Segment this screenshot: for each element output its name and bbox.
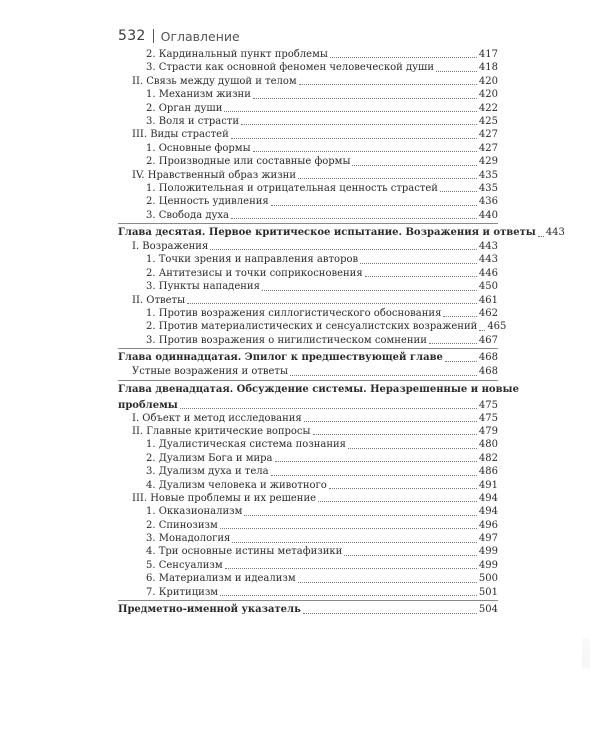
- dot-leader: [271, 475, 477, 476]
- toc-entry-page: 462: [478, 308, 498, 320]
- toc-entry: [118, 465, 498, 478]
- dot-leader: [241, 124, 477, 125]
- toc-entry: [118, 452, 498, 465]
- toc-entry-page: 479: [478, 425, 498, 437]
- dot-leader: [224, 111, 477, 112]
- toc-entry: [118, 505, 498, 518]
- toc-entry-page: 422: [478, 102, 498, 114]
- dot-leader: [253, 151, 477, 152]
- toc-entry-label: 2. Антитезисы и точки соприкосновения: [146, 267, 363, 279]
- dot-leader: [299, 84, 477, 85]
- toc-entry: [118, 61, 498, 74]
- toc-entry-label: 1. Дуалистическая система познания: [146, 439, 346, 451]
- toc-entry: [118, 492, 498, 505]
- toc-entry: [118, 334, 498, 347]
- toc-entry-label: 2. Орган души: [146, 102, 223, 114]
- dot-leader: [313, 434, 477, 435]
- toc-entry-label: 4. Дуализм человека и животного: [146, 479, 327, 491]
- toc-entry-label: IV. Нравственный образ жизни: [132, 169, 296, 181]
- toc-entry: [118, 479, 498, 492]
- toc-entry-label: Устные возражения и ответы: [132, 366, 288, 378]
- toc-entry: [118, 102, 498, 115]
- toc-entry-label: 3. Страсти как основной феномен человеческой души: [146, 62, 435, 74]
- dot-leader: [365, 276, 477, 277]
- chapter-divider: [118, 348, 498, 349]
- scan-artifact: [582, 638, 590, 668]
- toc-entry: [118, 586, 498, 599]
- toc-entry: [118, 280, 498, 293]
- toc-entry-label: 4. Три основные истины метафизики: [146, 546, 343, 558]
- toc-entry-label: Глава двенадцатая. Обсуждение системы. Неразрешенные и новые: [118, 383, 519, 395]
- toc-entry-page: 435: [478, 182, 498, 194]
- toc-entry-page: 465: [487, 321, 507, 333]
- toc-entry-page: 497: [478, 533, 498, 545]
- toc-entry-page: 494: [478, 506, 498, 518]
- toc-entry-label: 7. Критицизм: [146, 586, 219, 598]
- toc-entry: [118, 155, 498, 168]
- toc-entry-label: 2. Дуализм Бога и мира: [146, 452, 273, 464]
- dot-leader: [298, 582, 477, 583]
- toc-entry-label: 1. Основные формы: [146, 142, 251, 154]
- toc-entry: [118, 209, 498, 222]
- toc-entry-page: 427: [478, 129, 498, 141]
- dot-leader: [253, 98, 477, 99]
- toc-entry-page: 468: [478, 366, 498, 378]
- dot-leader: [436, 71, 477, 72]
- dot-leader: [352, 165, 476, 166]
- toc-entry-label: II. Ответы: [132, 294, 186, 306]
- toc-entry-page: 436: [478, 196, 498, 208]
- dot-leader: [231, 138, 477, 139]
- toc-entry-label: 2. Ценность удивления: [146, 196, 269, 208]
- toc-entry-page: 420: [478, 89, 498, 101]
- toc-entry-page: 475: [478, 399, 498, 411]
- toc-entry-label: 3. Свобода духа: [146, 209, 230, 221]
- toc-entry-page: 443: [478, 254, 498, 266]
- dot-leader: [271, 205, 477, 206]
- toc-entry-page: 496: [478, 519, 498, 531]
- toc-entry-page: 429: [478, 156, 498, 168]
- toc-entry-label: 3. Монадология: [146, 533, 231, 545]
- toc-entry-label: 1. Механизм жизни: [146, 89, 251, 101]
- toc-entry-label: 6. Материализм и идеализм: [146, 573, 296, 585]
- dot-leader: [330, 57, 477, 58]
- dot-leader: [225, 568, 477, 569]
- toc-entry: [118, 412, 498, 425]
- toc-entry-label: 3. Дуализм духа и тела: [146, 466, 269, 478]
- toc-entry: [118, 546, 498, 559]
- toc-entry: [118, 115, 498, 128]
- toc-entry: [118, 253, 498, 266]
- toc-entry: [118, 88, 498, 101]
- dot-leader: [290, 375, 477, 376]
- dot-leader: [244, 515, 477, 516]
- toc-entry-page: 440: [478, 209, 498, 221]
- dot-leader: [180, 408, 477, 409]
- dot-leader: [231, 218, 477, 219]
- toc-entry-label: 5. Сенсуализм: [146, 559, 223, 571]
- toc-entry: [118, 240, 498, 253]
- toc-chapter: [118, 226, 565, 240]
- table-of-contents: [118, 48, 565, 617]
- toc-entry-page: 420: [478, 75, 498, 87]
- toc-entry-page: 494: [478, 492, 498, 504]
- toc-chapter: [118, 351, 498, 365]
- toc-entry: [118, 519, 498, 532]
- toc-entry-page: 504: [478, 604, 498, 616]
- toc-entry-label: Глава одиннадцатая. Эпилог к предшествующей главе: [118, 352, 443, 364]
- toc-entry-label: 1. Против возражения силлогистического обоснования: [146, 308, 442, 320]
- toc-entry: [118, 48, 498, 61]
- toc-entry-label: III. Новые проблемы и их решение: [132, 492, 317, 504]
- toc-entry-page: 499: [478, 559, 498, 571]
- toc-entry-page: 418: [478, 62, 498, 74]
- dot-leader: [348, 448, 477, 449]
- toc-entry-page: 417: [478, 48, 498, 60]
- dot-leader: [440, 191, 477, 192]
- toc-entry-page: 468: [478, 352, 498, 364]
- running-title: Оглавление: [160, 28, 240, 44]
- toc-entry-label: II. Связь между душой и телом: [132, 75, 297, 87]
- toc-entry: [118, 169, 498, 182]
- toc-entry-label: II. Главные критические вопросы: [132, 425, 311, 437]
- toc-entry-page: 491: [478, 479, 498, 491]
- toc-chapter: [118, 399, 498, 412]
- toc-entry-page: 461: [478, 294, 498, 306]
- dot-leader: [429, 343, 477, 344]
- toc-entry-label: проблемы: [118, 399, 178, 411]
- toc-entry: [118, 267, 498, 280]
- toc-entry: [118, 128, 498, 141]
- toc-entry-label: 3. Против возражения о нигилистическом сомнении: [146, 334, 427, 346]
- toc-entry-label: I. Объект и метод исследования: [132, 412, 302, 424]
- dot-leader: [329, 488, 477, 489]
- dot-leader: [538, 236, 544, 237]
- toc-entry-label: 2. Кардинальный пункт проблемы: [146, 48, 328, 60]
- toc-chapter: [118, 383, 519, 397]
- toc-entry-label: Предметно-именной указатель: [118, 604, 301, 616]
- toc-entry: [118, 365, 498, 378]
- toc-entry-page: 435: [478, 169, 498, 181]
- toc-entry: [118, 425, 498, 438]
- toc-entry-label: 2. Производные или составные формы: [146, 156, 351, 168]
- toc-entry-label: Глава десятая. Первое критическое испытание. Возражения и ответы: [118, 227, 536, 239]
- dot-leader: [344, 555, 477, 556]
- page-number: 532: [118, 28, 146, 44]
- toc-entry-page: 425: [478, 115, 498, 127]
- toc-entry: [118, 320, 507, 333]
- dot-leader: [443, 316, 477, 317]
- dot-leader: [304, 421, 477, 422]
- toc-entry-page: 443: [478, 241, 498, 253]
- toc-entry-label: III. Виды страстей: [132, 129, 229, 141]
- toc-entry-page: 486: [478, 466, 498, 478]
- toc-entry-page: 480: [478, 439, 498, 451]
- dot-leader: [187, 303, 477, 304]
- toc-entry: [118, 572, 498, 585]
- toc-entry: [118, 142, 498, 155]
- running-head: [118, 26, 240, 46]
- dot-leader: [262, 290, 477, 291]
- toc-entry: [118, 307, 498, 320]
- dot-leader: [479, 330, 485, 331]
- dot-leader: [220, 595, 477, 596]
- toc-entry-page: 475: [478, 412, 498, 424]
- toc-entry-page: 450: [478, 281, 498, 293]
- toc-entry: [118, 75, 498, 88]
- toc-entry-label: 1. Окказионализм: [146, 506, 243, 518]
- toc-entry-label: 3. Воля и страсти: [146, 115, 240, 127]
- chapter-divider: [118, 223, 498, 224]
- toc-entry-page: 499: [478, 546, 498, 558]
- toc-entry-page: 467: [478, 334, 498, 346]
- toc-entry: [118, 182, 498, 195]
- toc-entry-label: 1. Точки зрения и направления авторов: [146, 254, 359, 266]
- toc-entry-label: 1. Положительная и отрицательная ценность страстей: [146, 182, 438, 194]
- toc-entry: [118, 195, 498, 208]
- toc-chapter: [118, 603, 498, 617]
- dot-leader: [303, 613, 477, 614]
- dot-leader: [360, 263, 477, 264]
- dot-leader: [298, 178, 477, 179]
- chapter-divider: [118, 600, 498, 601]
- dot-leader: [210, 249, 477, 250]
- chapter-divider: [118, 380, 498, 381]
- toc-entry-page: 427: [478, 142, 498, 154]
- toc-entry-label: 2. Спинозизм: [146, 519, 218, 531]
- toc-entry-label: 2. Против материалистических и сенсуалистских возражений: [146, 321, 478, 333]
- toc-entry: [118, 438, 498, 451]
- dot-leader: [275, 461, 477, 462]
- toc-entry-page: 443: [545, 227, 565, 239]
- dot-leader: [232, 542, 477, 543]
- toc-entry-page: 446: [478, 267, 498, 279]
- toc-entry-label: 3. Пункты нападения: [146, 281, 260, 293]
- toc-entry-label: I. Возражения: [132, 241, 209, 253]
- header-separator: [153, 29, 154, 43]
- toc-entry-page: 500: [478, 573, 498, 585]
- toc-entry-page: 482: [478, 452, 498, 464]
- dot-leader: [318, 501, 477, 502]
- toc-entry: [118, 559, 498, 572]
- dot-leader: [445, 361, 477, 362]
- dot-leader: [220, 528, 477, 529]
- toc-entry: [118, 294, 498, 307]
- toc-entry-page: 501: [478, 586, 498, 598]
- toc-entry: [118, 532, 498, 545]
